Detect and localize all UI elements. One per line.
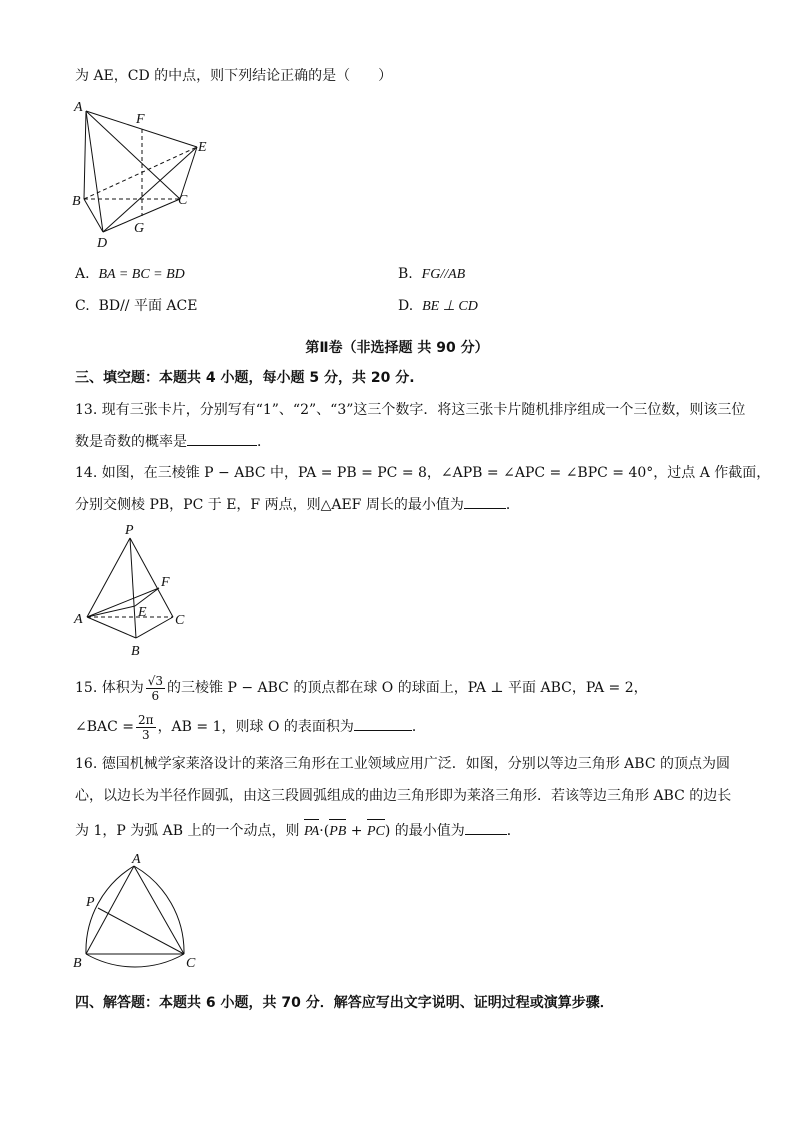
q12-label-a: A bbox=[74, 100, 83, 115]
fraction-denominator: 3 bbox=[141, 727, 150, 742]
q16-label-b: B bbox=[73, 956, 82, 971]
section4-heading: 四、解答题：本题共 6 小题，共 70 分．解答应写出文字说明、证明过程或演算步骤． bbox=[75, 995, 614, 1011]
q12-option-a[interactable] bbox=[75, 264, 185, 285]
option-letter: A. bbox=[75, 266, 90, 282]
q12-stem: 为 AE，CD 的中点，则下列结论正确的是（ ） bbox=[75, 68, 393, 84]
q13-text: 数是奇数的概率是 bbox=[75, 434, 187, 450]
q12-label-e: E bbox=[198, 140, 207, 155]
fraction-numerator: 2π bbox=[138, 712, 154, 727]
q16-line3: 为 1，P 为弧 AB 上的一个动点，则 PA·(PB + PC) 的最小值为 ． bbox=[75, 820, 521, 842]
q16-answer-blank[interactable] bbox=[465, 820, 507, 835]
q14-label-f: F bbox=[161, 575, 170, 590]
q15-prefix: 15. 体积为 bbox=[75, 680, 144, 696]
option-text: BE ⊥ CD bbox=[422, 299, 478, 314]
q14-figure bbox=[70, 520, 200, 660]
option-text: FG//AB bbox=[421, 267, 466, 282]
q16-label-c: C bbox=[186, 956, 196, 971]
q16-figure bbox=[70, 850, 210, 975]
q14-line2: 分别交侧棱 PB，PC 于 E，F 两点，则△AEF 周长的最小值为 ． bbox=[75, 494, 520, 515]
q16-label-p: P bbox=[86, 895, 95, 910]
q15-line2-rest: ，AB = 1，则球 O 的表面积为 bbox=[157, 719, 354, 735]
q13-line2: 数是奇数的概率是 ． bbox=[75, 431, 271, 452]
q14-text: 分别交侧棱 PB，PC 于 E，F 两点，则△AEF 周长的最小值为 bbox=[75, 497, 464, 513]
q14-line1: 14. 如图，在三棱锥 P − ABC 中，PA = PB = PC = 8，∠APB = ∠APC = ∠BPC = 40°，过点 A 作截面， bbox=[75, 465, 771, 481]
q12-label-g: G bbox=[134, 221, 145, 236]
q15-angle-prefix: ∠BAC = bbox=[75, 719, 135, 735]
q12-label-d: D bbox=[97, 236, 108, 251]
q16-line3-b: 的最小值为 bbox=[390, 823, 465, 839]
q16-line3-a: 为 1，P 为弧 AB 上的一个动点，则 bbox=[75, 823, 304, 839]
vector-pc: PC bbox=[367, 822, 385, 842]
fraction-numerator: √3 bbox=[147, 673, 163, 688]
q16-close: ) bbox=[384, 823, 391, 839]
option-text: BD// 平面 ACE bbox=[98, 298, 198, 314]
vector-pb: PB bbox=[329, 822, 346, 842]
option-letter: D. bbox=[398, 298, 414, 314]
q15-volume-fraction bbox=[146, 674, 165, 703]
q12-label-b: B bbox=[72, 194, 81, 209]
q13-line1: 13. 现有三张卡片，分别写有“1”、“2”、“3”这三个数字．将这三张卡片随机排序组成一个三位数，则该三位 bbox=[75, 402, 746, 418]
option-letter: C. bbox=[75, 298, 90, 314]
option-text: BA = BC = BD bbox=[98, 267, 185, 282]
q15-line1 bbox=[75, 673, 648, 703]
q12-option-b[interactable] bbox=[398, 264, 465, 285]
q14-label-a: A bbox=[74, 612, 83, 627]
q14-label-e: E bbox=[138, 605, 147, 620]
q12-option-c[interactable] bbox=[75, 296, 197, 316]
section2-title: 第Ⅱ卷（非选择题 共 90 分） bbox=[305, 340, 489, 356]
q12-label-f: F bbox=[136, 112, 145, 127]
q14-label-b: B bbox=[131, 644, 140, 659]
q14-label-c: C bbox=[175, 613, 185, 628]
q13-answer-blank[interactable] bbox=[187, 431, 257, 446]
q14-answer-blank[interactable] bbox=[464, 494, 506, 509]
q15-angle-fraction bbox=[136, 713, 156, 742]
q16-line1: 16. 德国机械学家莱洛设计的莱洛三角形在工业领域应用广泛．如图，分别以等边三角形 ABC 的顶点为圆 bbox=[75, 756, 730, 772]
q12-figure bbox=[70, 98, 220, 253]
q14-label-p: P bbox=[125, 523, 134, 538]
q16-line2: 心，以边长为半径作圆弧，由这三段圆弧组成的曲边三角形即为莱洛三角形．若该等边三角形 ABC 的边长 bbox=[75, 788, 732, 804]
vector-pa: PA bbox=[304, 822, 319, 842]
q16-dot: ·( bbox=[319, 823, 330, 839]
q15-line1-rest: 的三棱锥 P − ABC 的顶点都在球 O 的球面上，PA ⊥ 平面 ABC，PA = 2， bbox=[167, 680, 648, 696]
q16-label-a: A bbox=[132, 852, 141, 867]
q16-plus: + bbox=[346, 823, 367, 839]
q12-option-d[interactable] bbox=[398, 296, 478, 317]
section3-heading: 三、填空题：本题共 4 小题，每小题 5 分，共 20 分. bbox=[75, 370, 415, 386]
q15-answer-blank[interactable] bbox=[354, 716, 412, 731]
option-letter: B. bbox=[398, 266, 413, 282]
fraction-denominator: 6 bbox=[151, 688, 160, 703]
q12-label-c: C bbox=[178, 193, 188, 208]
q15-line2: ∠BAC = $\frac{2\pi}{3}$ ，AB = 1，则球 O 的表面积为 ． bbox=[75, 712, 426, 742]
